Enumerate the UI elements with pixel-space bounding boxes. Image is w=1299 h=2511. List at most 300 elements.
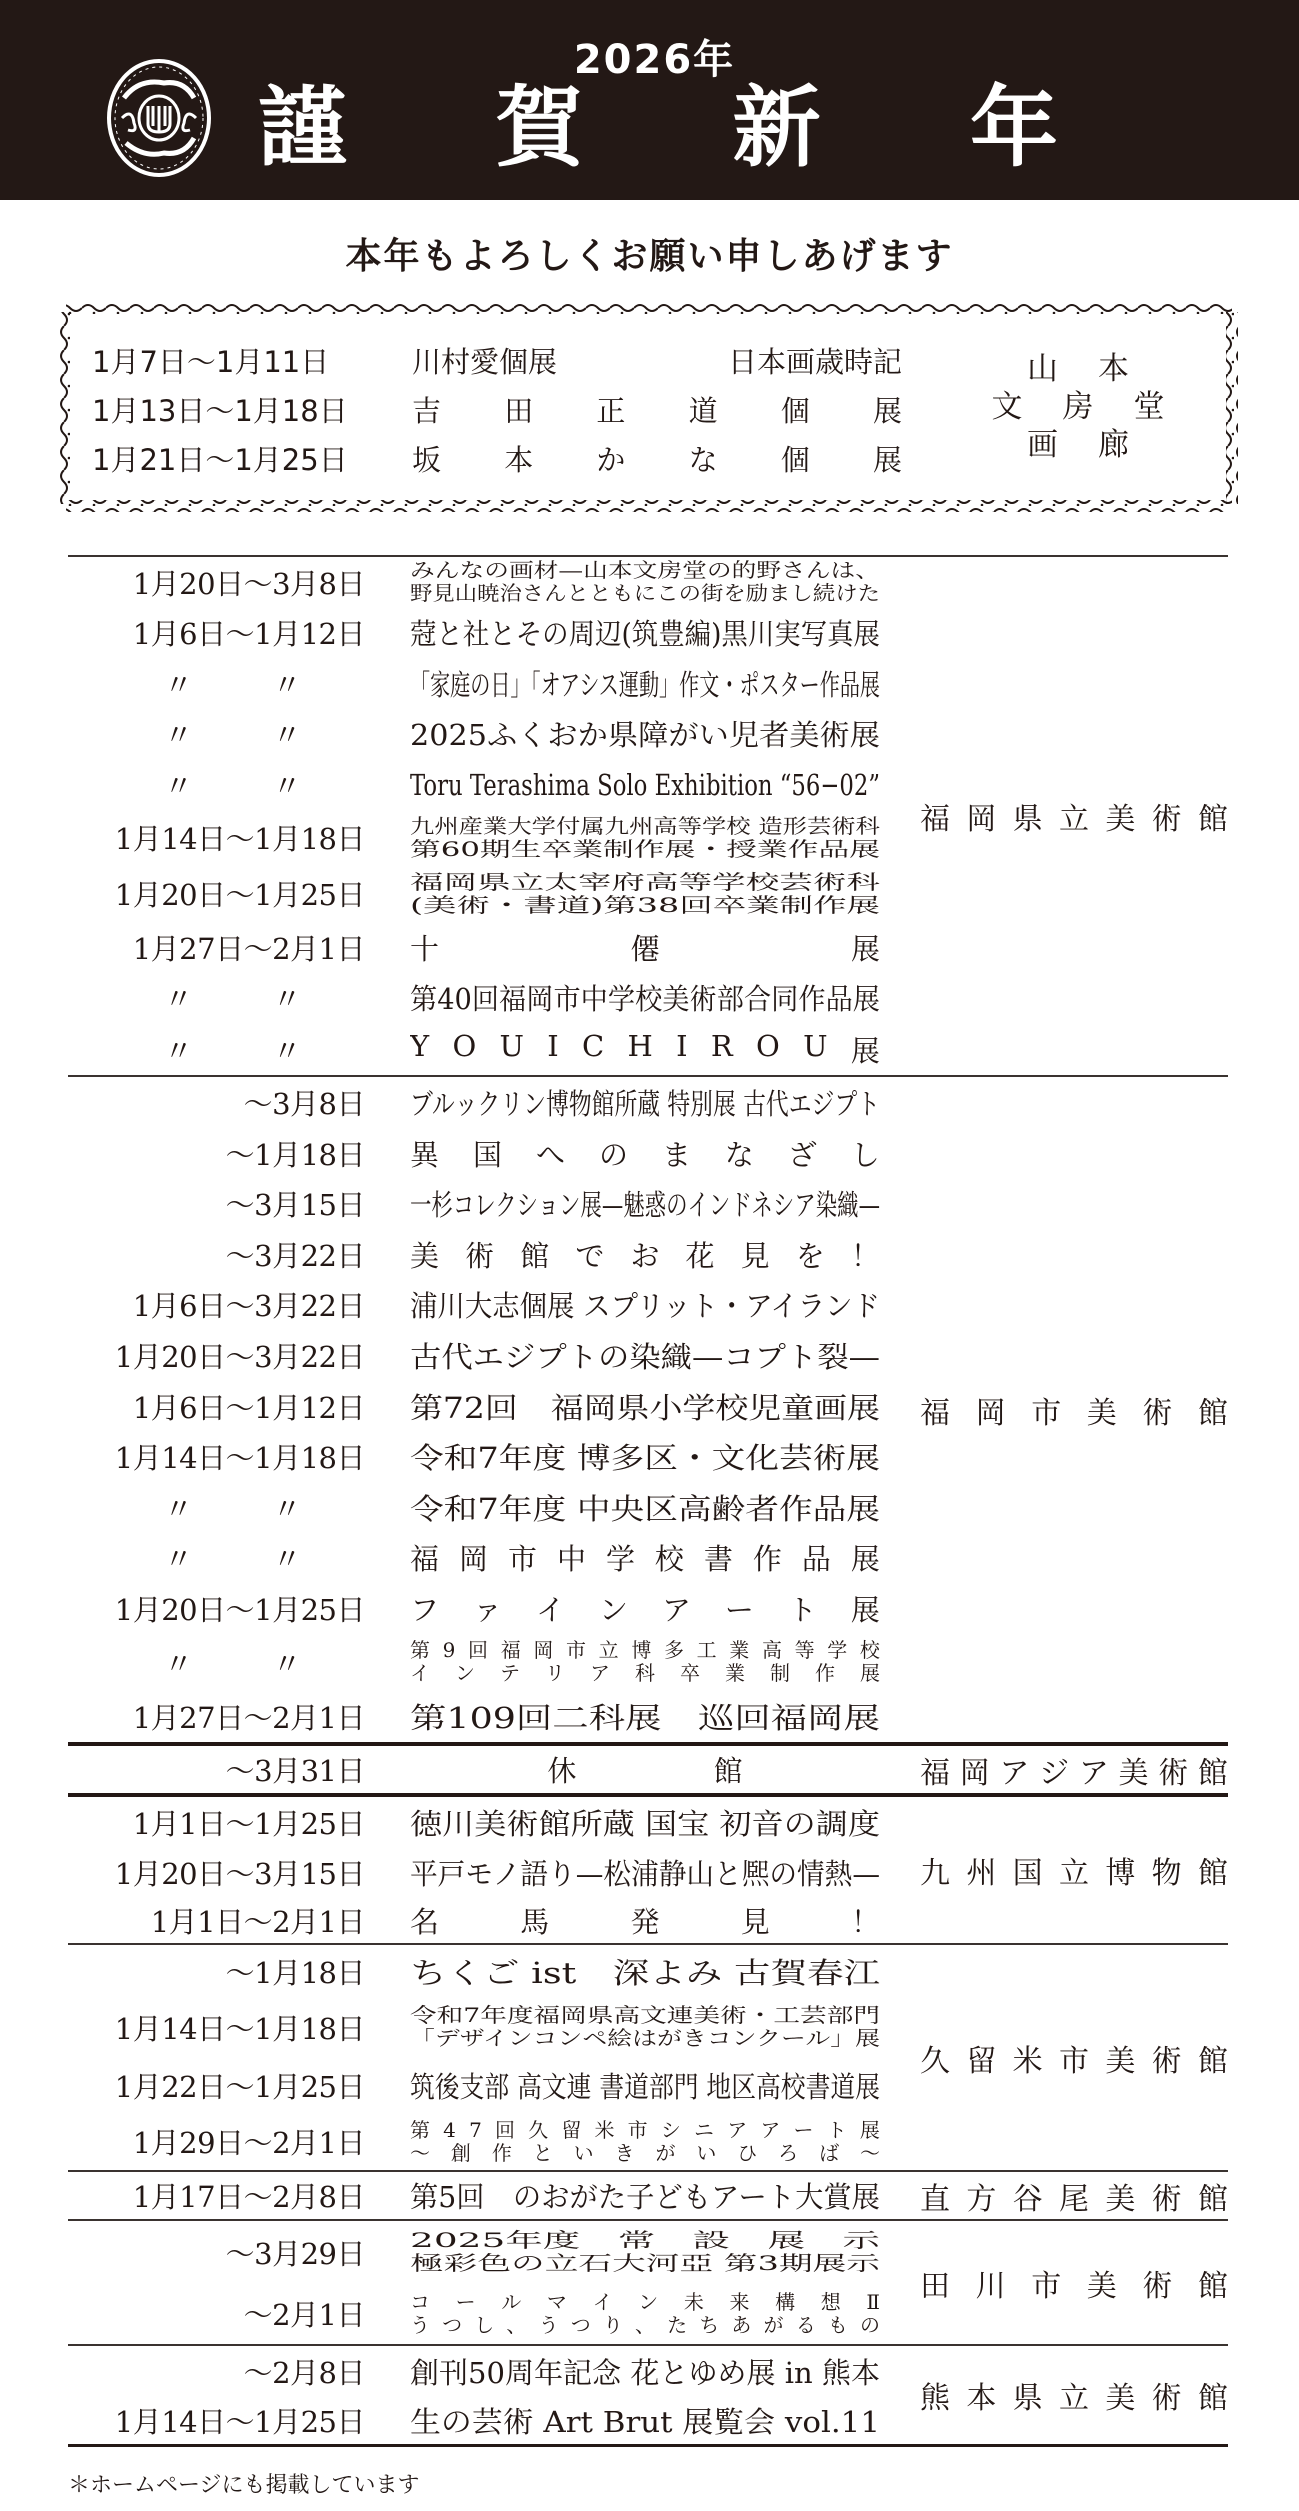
table-row [68, 1797, 888, 1847]
exhibit-title-char: 〜 [859, 2140, 880, 2165]
exhibit-title [410, 927, 880, 968]
table-row [68, 2172, 888, 2219]
exhibit-title-char: つ [442, 2312, 463, 2337]
venue-name-char: 美 [1105, 2181, 1136, 2217]
exhibit-title-char: ー [724, 1593, 754, 1627]
exhibit-title-char: ト [826, 2118, 847, 2142]
exhibit-date: 〜2月8日 [243, 2355, 365, 2390]
table-row [68, 1077, 888, 1128]
exhibit-title-char: H [627, 1028, 653, 1063]
ditto-mark: 〃 [164, 1542, 193, 1576]
exhibit-title [410, 1639, 880, 1685]
venue-name-char: 岡 [975, 1395, 1006, 1431]
exhibit-date: 〜1月18日 [225, 1955, 365, 1990]
venue-name-char: 房 [1062, 389, 1094, 425]
exhibit-title-char: 僊 [630, 931, 660, 966]
exhibit-title-text: 令和7年度 中央区高齢者作品展 [410, 1491, 880, 1526]
exhibit-title-char: 来 [729, 2290, 750, 2314]
exhibit-title-char: 館 [520, 1238, 550, 1273]
venue-name [918, 557, 1228, 1075]
exhibit-title-char: 校 [859, 1639, 880, 1662]
exhibit-title-line [410, 815, 880, 838]
venue-name-char: 岡 [959, 1755, 990, 1791]
table-row [68, 1746, 888, 1793]
exhibit-title [410, 1951, 880, 1992]
gallery-row [92, 336, 952, 385]
venue-name-char: 美 [1086, 2268, 1117, 2304]
exhibit-title-line [410, 2252, 880, 2275]
exhibit-title-char: Ⅱ [866, 2290, 880, 2314]
exhibit-title-char: る [795, 2312, 816, 2337]
exhibit-title-char: 展 [860, 1661, 880, 1685]
exhibit-title-text: 第60期生卒業制作展・授業作品展 [410, 836, 880, 861]
venue-name-char: 美 [1105, 802, 1136, 837]
venue-name-char: 美 [1086, 1395, 1117, 1431]
exhibit-title-char: 品 [801, 1542, 831, 1576]
exhibit-title-text: 蒄と社とその周辺(筑豊編)黒川実写真展 [410, 617, 880, 651]
exhibit-title-char: 業 [725, 1661, 745, 1685]
venue-name-char: 市 [1058, 2043, 1089, 2079]
exhibit-date-ditto [68, 977, 365, 1018]
exhibit-title-char: 異 [410, 1137, 440, 1172]
exhibit-title-char: ト [787, 1593, 817, 1627]
exhibit-title-char: の [859, 2312, 880, 2337]
table-row [68, 607, 888, 658]
exhibit-date-ditto [68, 663, 365, 704]
exhibit-title [410, 1284, 880, 1325]
exhibit-title-char: 立 [598, 1639, 619, 1662]
table-row [68, 1023, 888, 1075]
exhibit-title-char: 学 [827, 1639, 848, 1662]
exhibit-title [410, 2351, 880, 2392]
ditto-mark: 〃 [272, 1542, 301, 1576]
exhibit-date-ditto [68, 1537, 365, 1578]
exhibit-title-char: 国 [472, 1137, 502, 1172]
exhibit-title-char: 第 [410, 1639, 430, 1662]
exhibition-table [68, 555, 1228, 2447]
venue-group [68, 2219, 1228, 2344]
exhibit-title [412, 438, 902, 479]
exhibit-date: 1月17日〜2月8日 [132, 2180, 365, 2214]
exhibit-title-char: ニ [694, 2118, 715, 2142]
gallery-row [92, 434, 952, 483]
exhibit-title-char: が [763, 2312, 784, 2337]
exhibit-date: 〜1月18日 [225, 1137, 365, 1172]
exhibit-date: 1月20日〜1月25日 [114, 878, 365, 912]
exhibit-date: 〜3月31日 [225, 1754, 365, 1788]
venue-name-char: 美 [1105, 2043, 1136, 2079]
exhibit-title-char: 、 [634, 2312, 655, 2337]
exhibit-title-line [410, 2027, 880, 2050]
exhibit-title-part: 日本画歳時記 [727, 345, 902, 379]
exhibit-title-char: 見 [740, 1238, 770, 1273]
exhibit-title [410, 1029, 880, 1070]
exhibit-title [410, 2004, 880, 2050]
exhibit-title-text: 九州産業大学付属九州高等学校 造形芸術科 [410, 814, 880, 838]
venue-name-char: 廊 [1098, 427, 1129, 463]
exhibit-title-text: 第72回 福岡県小学校児童画展 [410, 1390, 880, 1425]
exhibit-title-char: へ [535, 1137, 565, 1172]
exhibit-title-char: ！ [850, 1238, 880, 1273]
ditto-mark: 〃 [164, 982, 193, 1016]
exhibit-title [410, 1386, 880, 1427]
exhibit-title-char: O [756, 1028, 780, 1063]
venue-name-char: 久 [920, 2043, 950, 2079]
exhibit-title-char: 岡 [458, 1542, 488, 1576]
exhibit-title [410, 1696, 880, 1737]
exhibit-title-text: ブルックリン博物館所蔵 特別展 古代エジプト [410, 1087, 880, 1121]
exhibit-date: 1月13日〜1月18日 [92, 394, 348, 428]
exhibit-title [410, 768, 880, 802]
exhibit-title-text: 「デザインコンペ絵はがきコンクール」展 [410, 2026, 880, 2050]
gallery-row [92, 385, 952, 434]
exhibit-title-char: 展 [850, 1593, 880, 1627]
exhibit-date-ditto [68, 1029, 365, 1070]
exhibit-title-char: も [827, 2312, 848, 2337]
venue-name-char: 田 [920, 2268, 950, 2304]
venue-name-char: 県 [1012, 802, 1043, 837]
exhibit-date: 1月22日〜1月25日 [114, 2069, 365, 2104]
exhibit-title-text: 生の芸術 Art Brut 展覧会 vol.11 [410, 2404, 880, 2439]
venue-name-char: ジ [1039, 1755, 1070, 1791]
exhibit-title-line [410, 1662, 880, 1685]
exhibit-title-char: イ [592, 2290, 613, 2314]
exhibit-title-char: 名 [410, 1904, 440, 1939]
exhibit-title-text: 一杉コレクション展—魅惑のインドネシア染織— [410, 1188, 880, 1222]
ditto-mark: 〃 [164, 1491, 193, 1526]
exhibit-title-char: 回 [468, 1639, 489, 1662]
exhibit-title [410, 1436, 880, 1477]
exhibit-date: 1月27日〜2月1日 [132, 1700, 365, 1735]
exhibit-title-text: 古代エジプトの染織—コプト裂— [410, 1340, 880, 1374]
exhibit-title-char: ざ [787, 1137, 817, 1172]
venue-name-char: 岡 [966, 802, 997, 837]
exhibit-title-char: し [850, 1137, 880, 1172]
exhibit-title-char: 岡 [533, 1639, 554, 1662]
exhibit-title-char: 7 [469, 2118, 482, 2142]
venue-name [918, 1746, 1228, 1793]
exhibit-title-text: 令和7年度福岡県高文連美術・工芸部門 [410, 2004, 880, 2027]
exhibit-title-part: 展 [872, 394, 902, 428]
exhibit-title-char: ひ [737, 2140, 758, 2165]
venue-name-char: 立 [1058, 802, 1089, 837]
venue-name-char: 美 [1118, 1755, 1149, 1791]
venue-name-char: 術 [1151, 2181, 1182, 2217]
header-title [258, 78, 1058, 178]
exhibit-title-char: ア [727, 2118, 748, 2142]
venue-name-char: 福 [920, 1755, 950, 1791]
exhibit-title [410, 1183, 880, 1224]
table-row [68, 1482, 888, 1532]
exhibit-title-char: 米 [594, 2118, 615, 2142]
exhibit-title-char: な [724, 1137, 754, 1172]
venue-name-char: 堂 [1133, 389, 1165, 425]
ditto-mark: 〃 [272, 718, 301, 752]
exhibit-title-char: 書 [703, 1542, 733, 1576]
exhibit-title-char: 福 [410, 1542, 440, 1576]
exhibit-title [410, 2400, 880, 2441]
exhibit-title-char: 馬 [520, 1904, 550, 1939]
table-row [68, 1945, 888, 1997]
exhibit-title [410, 2291, 880, 2337]
exhibit-title-char: の [598, 1137, 628, 1172]
exhibit-title-line [410, 1639, 880, 1662]
table-row [68, 1532, 888, 1583]
exhibit-date-ditto [68, 764, 365, 805]
ditto-mark: 〃 [164, 1033, 193, 1068]
exhibit-title-char: 市 [507, 1542, 537, 1576]
table-row [68, 1583, 888, 1634]
venue-name-char: 留 [966, 2043, 997, 2079]
table-row [68, 1431, 888, 1482]
header-title-char: 新 [732, 76, 821, 179]
exhibit-title-char: 休 [547, 1754, 577, 1788]
exhibit-title-char: 見 [740, 1904, 770, 1939]
exhibit-title-part: 展 [872, 443, 902, 477]
venue-name-line [948, 350, 1208, 388]
exhibit-date: 1月14日〜1月25日 [114, 2404, 365, 2439]
exhibit-date: 1月20日〜3月15日 [114, 1856, 365, 1891]
venue-exhibit-list [68, 2172, 888, 2219]
ditto-mark: 〃 [164, 1646, 193, 1681]
venue-name-char: 館 [1197, 2181, 1228, 2217]
exhibit-title-char: い [696, 2140, 717, 2165]
exhibit-title-char: ン [598, 1593, 628, 1627]
exhibit-title-char: ー [455, 2290, 476, 2314]
venue-name-char: 館 [1197, 1856, 1228, 1891]
table-row [68, 2113, 888, 2170]
venue-name-char: 術 [1151, 2381, 1182, 2416]
exhibit-title-char: し [474, 2312, 495, 2337]
table-row [68, 2283, 888, 2344]
exhibit-title-char: ち [699, 2312, 720, 2337]
venue-name [918, 2221, 1228, 2344]
exhibit-title-part: 吉 [412, 394, 442, 428]
exhibit-date: 1月1日〜1月25日 [132, 1806, 365, 1841]
header-title-char: 謹 [258, 76, 347, 179]
exhibit-title-char: 館 [713, 1754, 743, 1788]
exhibit-title-char: 〜 [410, 2140, 430, 2165]
exhibit-title-char: ま [661, 1137, 691, 1172]
venue-name-char: 川 [975, 2268, 1006, 2304]
ditto-mark: 〃 [272, 769, 301, 803]
table-row [68, 2221, 888, 2283]
exhibit-date: 1月1日〜2月1日 [150, 1904, 365, 1939]
exhibit-date: 1月27日〜2月1日 [132, 931, 365, 966]
venue-name-char: 術 [1151, 802, 1182, 837]
exhibit-title-char: I [676, 1028, 688, 1063]
venue-name-char: 直 [920, 2181, 950, 2217]
exhibit-title [410, 1588, 880, 1629]
exhibit-title-char: 構 [775, 2290, 796, 2314]
exhibit-title-char: 展 [850, 931, 880, 966]
exhibit-title-line [410, 2119, 880, 2142]
table-row [68, 1279, 888, 1330]
venue-exhibit-list [68, 1797, 888, 1943]
exhibit-date: 〜3月29日 [225, 2236, 365, 2271]
exhibit-title-char: で [575, 1238, 605, 1273]
venue-name-char: 物 [1151, 1856, 1182, 1891]
exhibit-title-char: R [710, 1028, 733, 1063]
exhibit-title [410, 2175, 880, 2216]
exhibit-title-char: 発 [630, 1904, 660, 1939]
exhibit-title-char: 等 [794, 1639, 815, 1662]
exhibit-title-text: 2025ふくおか県障がい児者美術展 [410, 718, 880, 752]
exhibit-title-text: 「家庭の日」「オアシス運動」作文・ポスター作品展 [410, 667, 880, 702]
exhibit-title [410, 1335, 880, 1376]
exhibit-title-char: イ [535, 1593, 565, 1627]
venue-name [918, 2346, 1228, 2444]
exhibit-title-line [410, 2004, 880, 2027]
venue-name-char: 館 [1197, 802, 1228, 837]
exhibit-title-char: C [582, 1028, 605, 1063]
exhibit-title-part: 個 [780, 443, 810, 477]
venue-name [918, 1077, 1228, 1742]
exhibit-title [410, 1487, 880, 1528]
exhibit-title-text: Toru Terashima Solo Exhibition “56−02” [410, 767, 880, 802]
exhibit-title-char: ア [590, 1661, 610, 1685]
exhibit-title-char: 博 [631, 1639, 652, 1662]
exhibit-title [410, 1900, 880, 1941]
header-band [0, 0, 1299, 200]
venue-name-char: 市 [1031, 2268, 1062, 2304]
exhibit-title [410, 871, 880, 917]
venue-name [918, 1797, 1228, 1943]
table-row [68, 2346, 888, 2396]
exhibit-title-line [410, 2314, 880, 2337]
exhibit-date: 1月14日〜1月18日 [114, 2011, 365, 2046]
exhibit-title-char: 工 [696, 1639, 717, 1662]
exhibit-date: 〜2月1日 [243, 2298, 365, 2332]
venue-exhibit-list [68, 2346, 888, 2444]
venue-name-char: 館 [1197, 2381, 1228, 2416]
venue-name-char: 熊 [920, 2381, 950, 2416]
table-row [68, 1229, 888, 1279]
exhibit-title-char: O [452, 1028, 477, 1063]
exhibit-date-ditto [68, 713, 365, 754]
exhibit-title-part: 正 [596, 394, 626, 428]
exhibit-title-text: みんなの画材—山本文房堂の的野さんは、 [410, 559, 880, 582]
exhibit-title-char: 業 [729, 1639, 750, 1662]
venue-name-char: 画 [1027, 427, 1058, 463]
venue-name-line [948, 426, 1208, 464]
table-row [68, 708, 888, 759]
table-row [68, 1897, 888, 1943]
venue-group [68, 1075, 1228, 1742]
exhibit-title-char: 花 [685, 1238, 715, 1273]
exhibit-title-line [410, 582, 880, 605]
exhibit-title [410, 713, 880, 754]
exhibit-title [410, 559, 880, 605]
exhibit-date: 1月20日〜3月8日 [132, 566, 365, 601]
exhibit-title-char: 第 [410, 2118, 430, 2142]
exhibit-title-char: 久 [528, 2118, 549, 2142]
venue-name-char: 方 [966, 2181, 997, 2217]
venue-name-char: 術 [1151, 2043, 1182, 2079]
venue-name-char: 術 [1158, 1755, 1189, 1791]
ditto-mark: 〃 [272, 1033, 301, 1068]
exhibit-date: 1月6日〜1月12日 [132, 617, 365, 651]
exhibit-title-text: ちくご ist 深よみ 古賀春江 [410, 1955, 880, 1990]
exhibit-title-char: U [499, 1028, 524, 1063]
exhibit-title [410, 1082, 880, 1123]
exhibit-title-char: 作 [815, 1661, 835, 1685]
exhibit-title [410, 1537, 880, 1578]
exhibit-title-char: き [614, 2140, 635, 2165]
header-title-char: 年 [969, 76, 1058, 179]
exhibit-title-char: ン [455, 1661, 475, 1685]
footnote: ＊ホームページにも掲載しています [68, 2473, 420, 2498]
venue-name-char: 福 [920, 1395, 950, 1431]
venue-name-char: 術 [1142, 1395, 1173, 1431]
ditto-mark: 〃 [164, 718, 193, 752]
venue-name-char: 美 [1105, 2381, 1136, 2416]
venue-exhibit-list [68, 1077, 888, 1742]
exhibit-title-part: 本 [504, 443, 534, 477]
exhibit-title-char: シ [660, 2118, 681, 2142]
exhibit-title-char: た [667, 2312, 688, 2337]
exhibit-title-char: 展 [850, 1033, 880, 1068]
venue-name-char: 州 [966, 1856, 997, 1891]
exhibit-title-char: フ [410, 1593, 440, 1627]
exhibit-title-char: を [795, 1238, 825, 1273]
exhibit-title-char: ン [638, 2290, 659, 2314]
exhibit-title-char: ろ [778, 2140, 799, 2165]
ditto-mark: 〃 [164, 667, 193, 702]
exhibit-date: 1月21日〜1月25日 [92, 443, 348, 477]
exhibit-title-text: 2025年度 常 設 展 示 [410, 2229, 880, 2252]
table-row [68, 1330, 888, 1381]
venue-name-char: 県 [1012, 2381, 1043, 2416]
exhibit-title-line [410, 2229, 880, 2252]
header-year: 2026年 [573, 37, 736, 83]
exhibit-title-line [410, 871, 880, 894]
gallery-box [58, 302, 1240, 514]
exhibit-title-char: I [547, 1028, 559, 1063]
venue-exhibit-list [68, 2221, 888, 2344]
exhibit-title [410, 663, 880, 704]
venue-name-char: 本 [966, 2381, 997, 2416]
exhibit-title-text: 第40回福岡市中学校美術部合同作品展 [410, 982, 880, 1016]
exhibit-title-char: と [532, 2140, 553, 2165]
venue-group [68, 1793, 1228, 1943]
venue-name-line [948, 388, 1208, 426]
exhibit-title-text: 福岡県立太宰府高等学校芸術科 [410, 870, 880, 894]
venue-name-char: ア [1078, 1755, 1109, 1791]
exhibit-title-char: つ [570, 2312, 591, 2337]
table-row [68, 1847, 888, 1897]
exhibit-title-text: 野見山暁治さんとともにこの街を励まし続けた [410, 581, 880, 605]
new-year-greeting: 本年もよろしくお願い申しあげます [345, 235, 954, 277]
exhibit-date: 1月7日〜1月11日 [92, 345, 330, 379]
exhibit-title-char: 術 [465, 1238, 495, 1273]
exhibit-title-char: う [410, 2312, 430, 2337]
venue-exhibit-list [68, 1746, 888, 1793]
exhibit-title-part: 川村愛個展 [412, 345, 558, 379]
exhibit-title-char: 作 [752, 1542, 782, 1576]
exhibit-date: 1月6日〜1月12日 [132, 1390, 365, 1425]
venue-name-char: 立 [1058, 2381, 1089, 2416]
table-row [68, 865, 888, 922]
exhibit-title [412, 389, 902, 430]
exhibit-title [410, 2065, 880, 2106]
exhibit-title-char: が [655, 2140, 676, 2165]
ditto-mark: 〃 [272, 982, 301, 1016]
exhibit-title-char: ル [501, 2290, 522, 2314]
venue-name-char: 米 [1012, 2043, 1043, 2079]
venue-name-char: 九 [920, 1856, 950, 1891]
exhibit-title [410, 612, 880, 653]
